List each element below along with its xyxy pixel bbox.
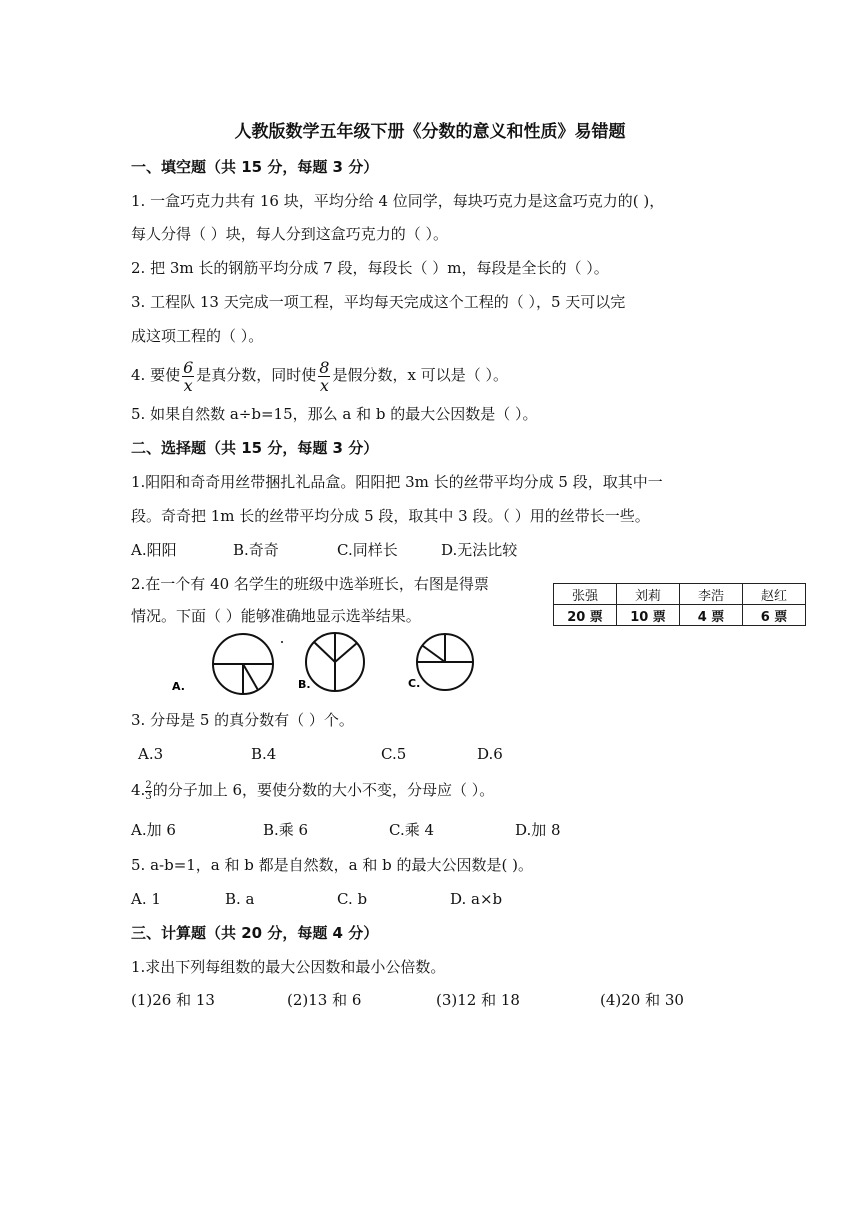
s2-q3: 3. 分母是 5 的真分数有（ ）个。: [131, 711, 354, 729]
s1-q1-line2: 每人分得（ ）块，每人分到这盒巧克力的（ ）。: [131, 225, 449, 243]
pie-option-a: [172, 634, 273, 694]
vote-table-name: 张强: [554, 584, 617, 605]
s2-q4-option-c: C.乘 4: [389, 821, 435, 839]
s2-q1-option-b: B.奇奇: [233, 541, 279, 559]
s2-q1-option-a: A.阳阳: [131, 541, 177, 559]
s3-q1-item-3: (3)12 和 18: [436, 991, 520, 1009]
pie-label-a: A.: [172, 680, 185, 693]
pie-label-b: B.: [298, 678, 311, 691]
s2-q4: [131, 780, 494, 802]
s2-q4-option-a: A.加 6: [131, 821, 176, 839]
pie-label-c: C.: [408, 677, 421, 690]
s2-q3-option-d: D.6: [477, 745, 503, 763]
vote-table-name: 李浩: [680, 584, 743, 605]
s2-q3-option-b: B.4: [251, 745, 277, 763]
s2-q5-option-b: B. a: [225, 890, 255, 908]
s2-q3-option-c: C.5: [381, 745, 407, 763]
s3-q1-item-4: (4)20 和 30: [600, 991, 684, 1009]
vote-table: [553, 583, 806, 626]
section1-heading: 一、填空题（共 15 分，每题 3 分）: [131, 158, 379, 176]
vote-table-count: 10 票: [617, 605, 680, 626]
s1-q3-line2: 成这项工程的（ ）。: [131, 327, 264, 345]
s2-q1-option-d: D.无法比较: [441, 541, 518, 559]
vote-table-count: 20 票: [554, 605, 617, 626]
vote-table-count: 6 票: [743, 605, 806, 626]
s3-q1-item-2: (2)13 和 6: [287, 991, 362, 1009]
s2-q4-prefix: 4.: [131, 781, 146, 799]
fraction-numerator: 6: [183, 357, 194, 377]
s2-q1-line2: 段。奇奇把 1m 长的丝带平均分成 5 段，取其中 3 段。（ ）用的丝带长一些。: [131, 507, 650, 525]
s1-q2: 2. 把 3m 长的钢筋平均分成 7 段，每段长（ ）m，每段是全长的（ ）。: [131, 259, 609, 277]
s2-q2-line2: 情况。下面（ ）能够准确地显示选举结果。: [131, 607, 421, 625]
fraction-6-over-x: [182, 359, 194, 394]
fraction-8-over-x: [318, 359, 330, 394]
pie-option-b: [281, 633, 364, 691]
s2-q3-option-a: A.3: [138, 745, 164, 763]
s2-q5: 5. a-b=1，a 和 b 都是自然数，a 和 b 的最大公因数是( )。: [131, 856, 533, 874]
page-title: 人教版数学五年级下册《分数的意义和性质》易错题: [234, 122, 626, 142]
s2-q5-option-c: C. b: [337, 890, 368, 908]
pie-option-c: [408, 634, 473, 690]
vote-table-count: 4 票: [680, 605, 743, 626]
s3-q1-item-1: (1)26 和 13: [131, 991, 215, 1009]
s2-q1-option-c: C.同样长: [337, 541, 398, 559]
s2-q5-option-d: D. a×b: [450, 890, 503, 908]
s2-q4-option-b: B.乘 6: [263, 821, 309, 839]
fraction-denominator: x: [183, 375, 193, 395]
section2-heading: 二、选择题（共 15 分，每题 3 分）: [131, 439, 379, 457]
s1-q4-prefix: 4. 要使: [131, 366, 181, 384]
vote-table-name: 刘莉: [617, 584, 680, 605]
s3-q1: 1.求出下列每组数的最大公因数和最小公倍数。: [131, 958, 446, 976]
s2-q2-line1: 2.在一个有 40 名学生的班级中选举班长，右图是得票: [131, 575, 489, 593]
fraction-denominator: 3: [145, 790, 152, 802]
s2-q4-text: 的分子加上 6，要使分数的大小不变，分母应（ ）。: [152, 781, 495, 799]
pie-options-figure: [170, 630, 490, 700]
vote-table-name: 赵红: [743, 584, 806, 605]
fraction-denominator: x: [319, 375, 329, 395]
s2-q5-option-a: A. 1: [131, 890, 161, 908]
fraction-2-over-3: [145, 781, 151, 802]
fraction-numerator: 8: [319, 357, 330, 377]
section3-heading: 三、计算题（共 20 分，每题 4 分）: [131, 924, 379, 942]
s1-q4-suffix: 是假分数，x 可以是（ ）。: [332, 366, 508, 384]
s1-q3-line1: 3. 工程队 13 天完成一项工程，平均每天完成这个工程的（ ），5 天可以完: [131, 293, 626, 311]
s1-q1-line1: 1. 一盒巧克力共有 16 块，平均分给 4 位同学，每块巧克力是这盒巧克力的( )，: [131, 192, 665, 210]
s1-q4-mid: 是真分数，同时使: [196, 366, 317, 384]
s2-q4-option-d: D.加 8: [515, 821, 561, 839]
s1-q4: [131, 356, 508, 394]
fraction-numerator: 2: [145, 779, 152, 791]
s1-q5: 5. 如果自然数 a÷b=15，那么 a 和 b 的最大公因数是（ ）。: [131, 405, 538, 423]
s2-q1-line1: 1.阳阳和奇奇用丝带捆扎礼品盒。阳阳把 3m 长的丝带平均分成 5 段，取其中一: [131, 473, 663, 491]
